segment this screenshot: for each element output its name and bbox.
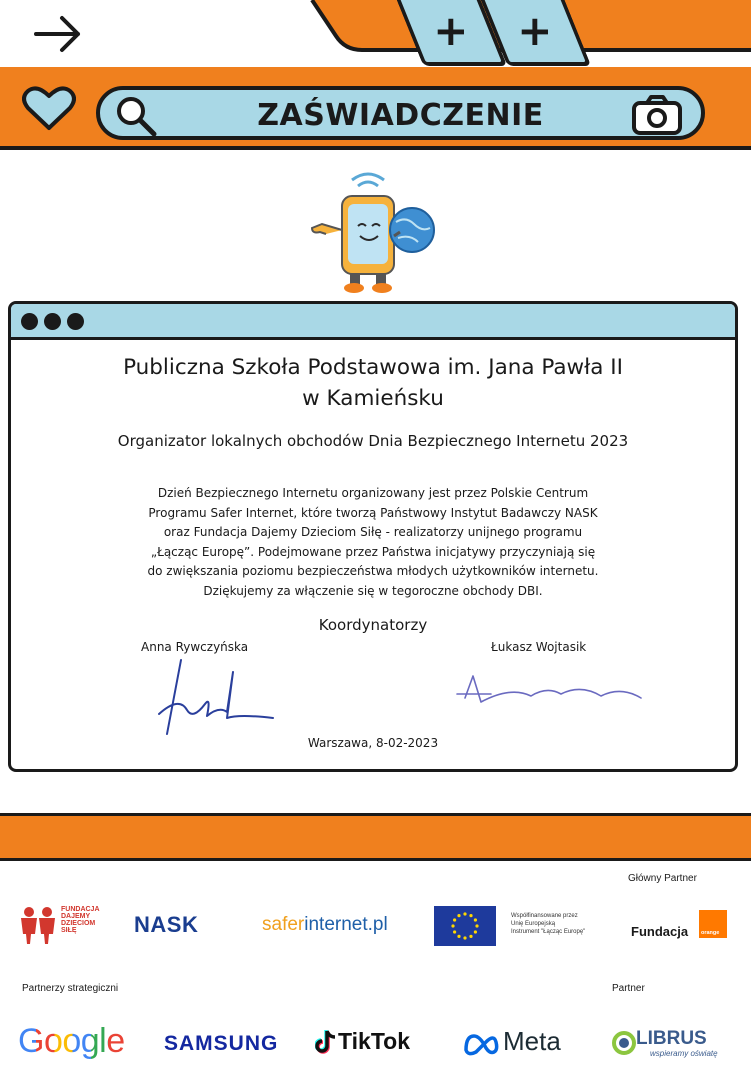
page-title: ZAŚWIADCZENIE <box>257 98 544 133</box>
header-tab-strip-shape <box>0 0 751 67</box>
fdds-line: DZIECIOM <box>61 920 96 927</box>
certificate-body <box>11 340 735 769</box>
librus-wordmark: LIBRUS <box>636 1028 707 1049</box>
window-title-bar <box>11 304 735 340</box>
eu-flag-icon[interactable] <box>434 906 496 946</box>
meta-wordmark: Meta <box>503 1026 561 1056</box>
certificate-window <box>8 301 738 772</box>
phone-mascot-illustration <box>306 172 442 294</box>
main-partner-label: Główny Partner <box>628 873 697 884</box>
librus-circle-icon <box>612 1031 636 1055</box>
saferinternet-logo-part: internet.pl <box>304 914 388 935</box>
certificate-text <box>51 484 695 601</box>
saferinternet-logo[interactable] <box>262 914 388 936</box>
orange-logo-text: orange <box>701 930 720 936</box>
eu-stars-icon <box>434 906 496 946</box>
certificate-text-line: Programu Safer Internet, które tworzą Państwowy Instytut Badawczy NASK <box>148 505 598 520</box>
eu-text-line: Instrument "Łącząc Europę" <box>511 929 586 935</box>
fdds-line: FUNDACJA <box>61 906 100 913</box>
heart-icon[interactable] <box>22 84 76 132</box>
fundacja-orange-logo[interactable]: Fundacja <box>631 924 689 939</box>
saferinternet-logo-part: safer <box>262 914 305 935</box>
tiktok-note-icon <box>315 1029 337 1055</box>
strategic-partners-label: Partnerzy strategiczni <box>22 983 119 994</box>
certificate-text-line: oraz Fundacja Dajemy Dzieciom Siłę - realizatorzy unijnego programu <box>163 525 583 539</box>
orange-divider <box>0 813 751 861</box>
eu-text-line: Unię Europejską <box>511 921 556 927</box>
eu-text-line: Współfinansowane przez <box>511 913 578 919</box>
header-top-strip <box>0 0 751 67</box>
certificate-text-line: do zwiększania poziomu bezpieczeństwa młodych użytkowników internetu. <box>147 564 599 578</box>
search-bar[interactable] <box>96 86 705 140</box>
signature-right <box>451 666 651 716</box>
window-dot-icon <box>21 313 38 330</box>
fdds-wordmark <box>61 906 100 934</box>
google-logo[interactable] <box>18 1022 125 1061</box>
librus-tagline: wspieramy oświatę <box>650 1049 718 1058</box>
certificate-text-line: Dziękujemy za włączenie się w tegoroczne obchody DBI. <box>203 583 543 598</box>
samsung-logo[interactable]: SAMSUNG <box>164 1032 279 1055</box>
coordinators-heading: Koordynatorzy <box>318 616 428 634</box>
eu-cofinancing-text <box>511 912 585 936</box>
fdds-figures-icon <box>17 906 59 944</box>
partner-label: Partner <box>612 983 645 994</box>
nask-logo[interactable]: NASK <box>134 912 199 937</box>
window-dot-icon <box>67 313 84 330</box>
coordinator-right-name: Łukasz Wojtasik <box>491 640 587 654</box>
fdds-logo[interactable] <box>17 906 117 946</box>
meta-infinity-icon <box>462 1032 500 1056</box>
certificate-text-line: Dzień Bezpiecznego Internetu organizowany jest przez Polskie Centrum <box>157 486 589 500</box>
organizer-title: Organizator lokalnych obchodów Dnia Bezpiecznego Internetu 2023 <box>117 432 629 450</box>
camera-icon[interactable] <box>631 94 683 136</box>
place-and-date: Warszawa, 8-02-2023 <box>307 736 439 750</box>
header-bar <box>0 0 751 150</box>
signature-left <box>149 656 279 738</box>
plus-icon: + <box>517 6 553 55</box>
librus-logo[interactable] <box>612 1028 732 1062</box>
plus-icon: + <box>433 6 469 55</box>
certificate-text-line: „Łącząc Europę”. Podejmowane przez Państwa inicjatywy przyczyniają się <box>150 544 596 559</box>
school-name <box>11 352 735 414</box>
orange-logo[interactable] <box>699 910 727 938</box>
fdds-line: DAJEMY <box>61 913 91 920</box>
coordinator-left-name: Anna Rywczyńska <box>141 640 249 654</box>
school-name-line2: w Kamieńsku <box>302 386 444 411</box>
google-wordmark: Google <box>18 1022 125 1060</box>
window-dot-icon <box>44 313 61 330</box>
school-name-line1: Publiczna Szkoła Podstawowa im. Jana Pawła II <box>123 355 623 380</box>
arrow-right-icon[interactable] <box>32 14 84 54</box>
fdds-line: SIŁĘ <box>61 927 77 934</box>
tiktok-wordmark: TikTok <box>338 1028 410 1054</box>
